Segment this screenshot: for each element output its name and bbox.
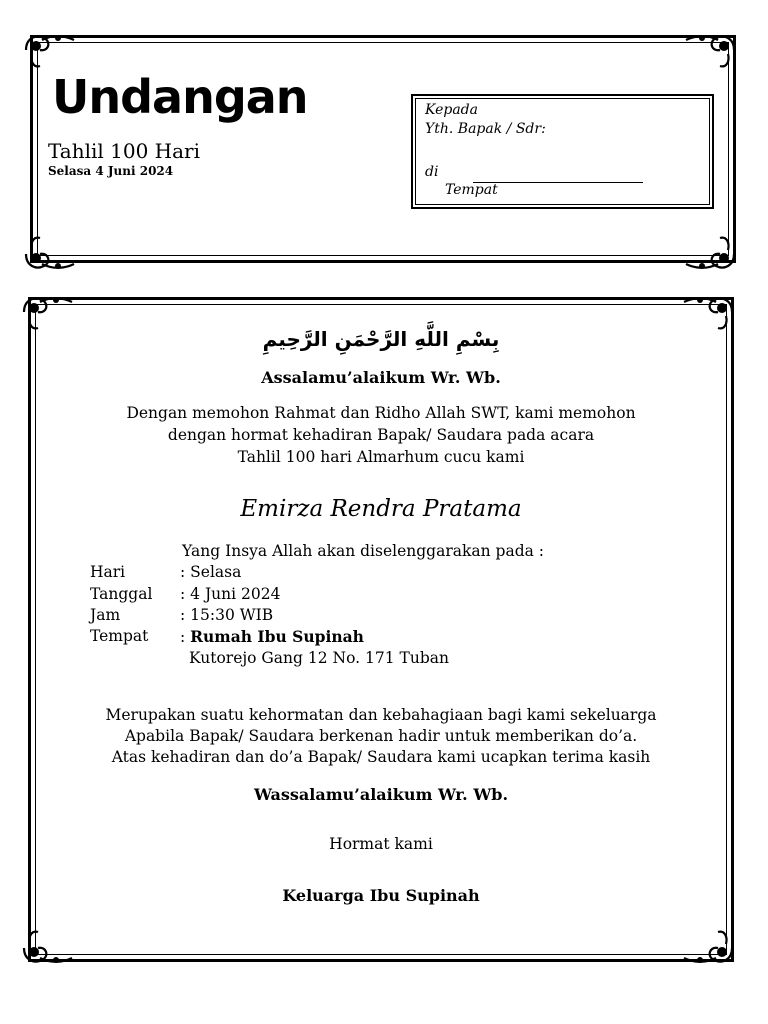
closing-line: Apabila Bapak/ Saudara berkenan hadir untuk memberikan do’a. bbox=[124, 727, 638, 745]
page-title: Undangan bbox=[52, 70, 308, 124]
detail-value-date: : 4 Juni 2024 bbox=[180, 585, 281, 603]
deceased-name: Emirza Rendra Pratama bbox=[240, 496, 522, 522]
detail-label-date: Tanggal bbox=[90, 585, 153, 603]
detail-label-time: Jam bbox=[90, 606, 121, 624]
address-salutation: Yth. Bapak / Sdr: bbox=[425, 121, 546, 137]
detail-label-day: Hari bbox=[90, 563, 126, 581]
event-subtitle: Tahlil 100 Hari bbox=[48, 139, 200, 163]
address-recipient-label: Kepada bbox=[425, 102, 478, 118]
address-blank-line bbox=[473, 182, 643, 183]
detail-value-day: : Selasa bbox=[180, 563, 242, 581]
corner-ornament-icon bbox=[680, 928, 736, 968]
event-date: Selasa 4 Juni 2024 bbox=[48, 164, 174, 178]
corner-ornament-icon bbox=[22, 30, 78, 70]
closing-line: Merupakan suatu kehormatan dan kebahagiaan bagi kami sekeluarga bbox=[105, 706, 657, 724]
intro-line: dengan hormat kehadiran Bapak/ Saudara pada acara bbox=[167, 426, 595, 444]
detail-value-time: : 15:30 WIB bbox=[180, 606, 274, 624]
address-di-label: di bbox=[425, 164, 439, 180]
detail-value-place: : Rumah Ibu Supinah bbox=[180, 627, 364, 646]
regards-text: Hormat kami bbox=[329, 835, 433, 853]
corner-ornament-icon bbox=[682, 30, 738, 70]
basmalah: بِسْمِ اللَّهِ الرَّحْمَنِ الرَّحِيمِ bbox=[262, 327, 500, 351]
corner-ornament-icon bbox=[22, 234, 78, 274]
corner-ornament-icon bbox=[20, 292, 76, 332]
intro-line: Dengan memohon Rahmat dan Ridho Allah SWT, kami memohon bbox=[126, 404, 636, 422]
signature: Keluarga Ibu Supinah bbox=[282, 886, 480, 905]
closing-greeting: Wassalamu’alaikum Wr. Wb. bbox=[253, 785, 509, 804]
address-box bbox=[411, 94, 714, 209]
venue-name: Rumah Ibu Supinah bbox=[190, 627, 364, 646]
event-intro: Yang Insya Allah akan diselenggarakan pada : bbox=[182, 542, 545, 560]
corner-ornament-icon bbox=[680, 292, 736, 332]
address-place-label: Tempat bbox=[445, 182, 498, 198]
intro-line: Tahlil 100 hari Almarhum cucu kami bbox=[237, 448, 525, 466]
detail-label-place: Tempat bbox=[90, 627, 149, 645]
corner-ornament-icon bbox=[20, 928, 76, 968]
venue-address: Kutorejo Gang 12 No. 171 Tuban bbox=[189, 649, 449, 667]
corner-ornament-icon bbox=[682, 234, 738, 274]
closing-line: Atas kehadiran dan do’a Bapak/ Saudara kami ucapkan terima kasih bbox=[111, 748, 651, 766]
opening-greeting: Assalamu’alaikum Wr. Wb. bbox=[261, 368, 501, 387]
